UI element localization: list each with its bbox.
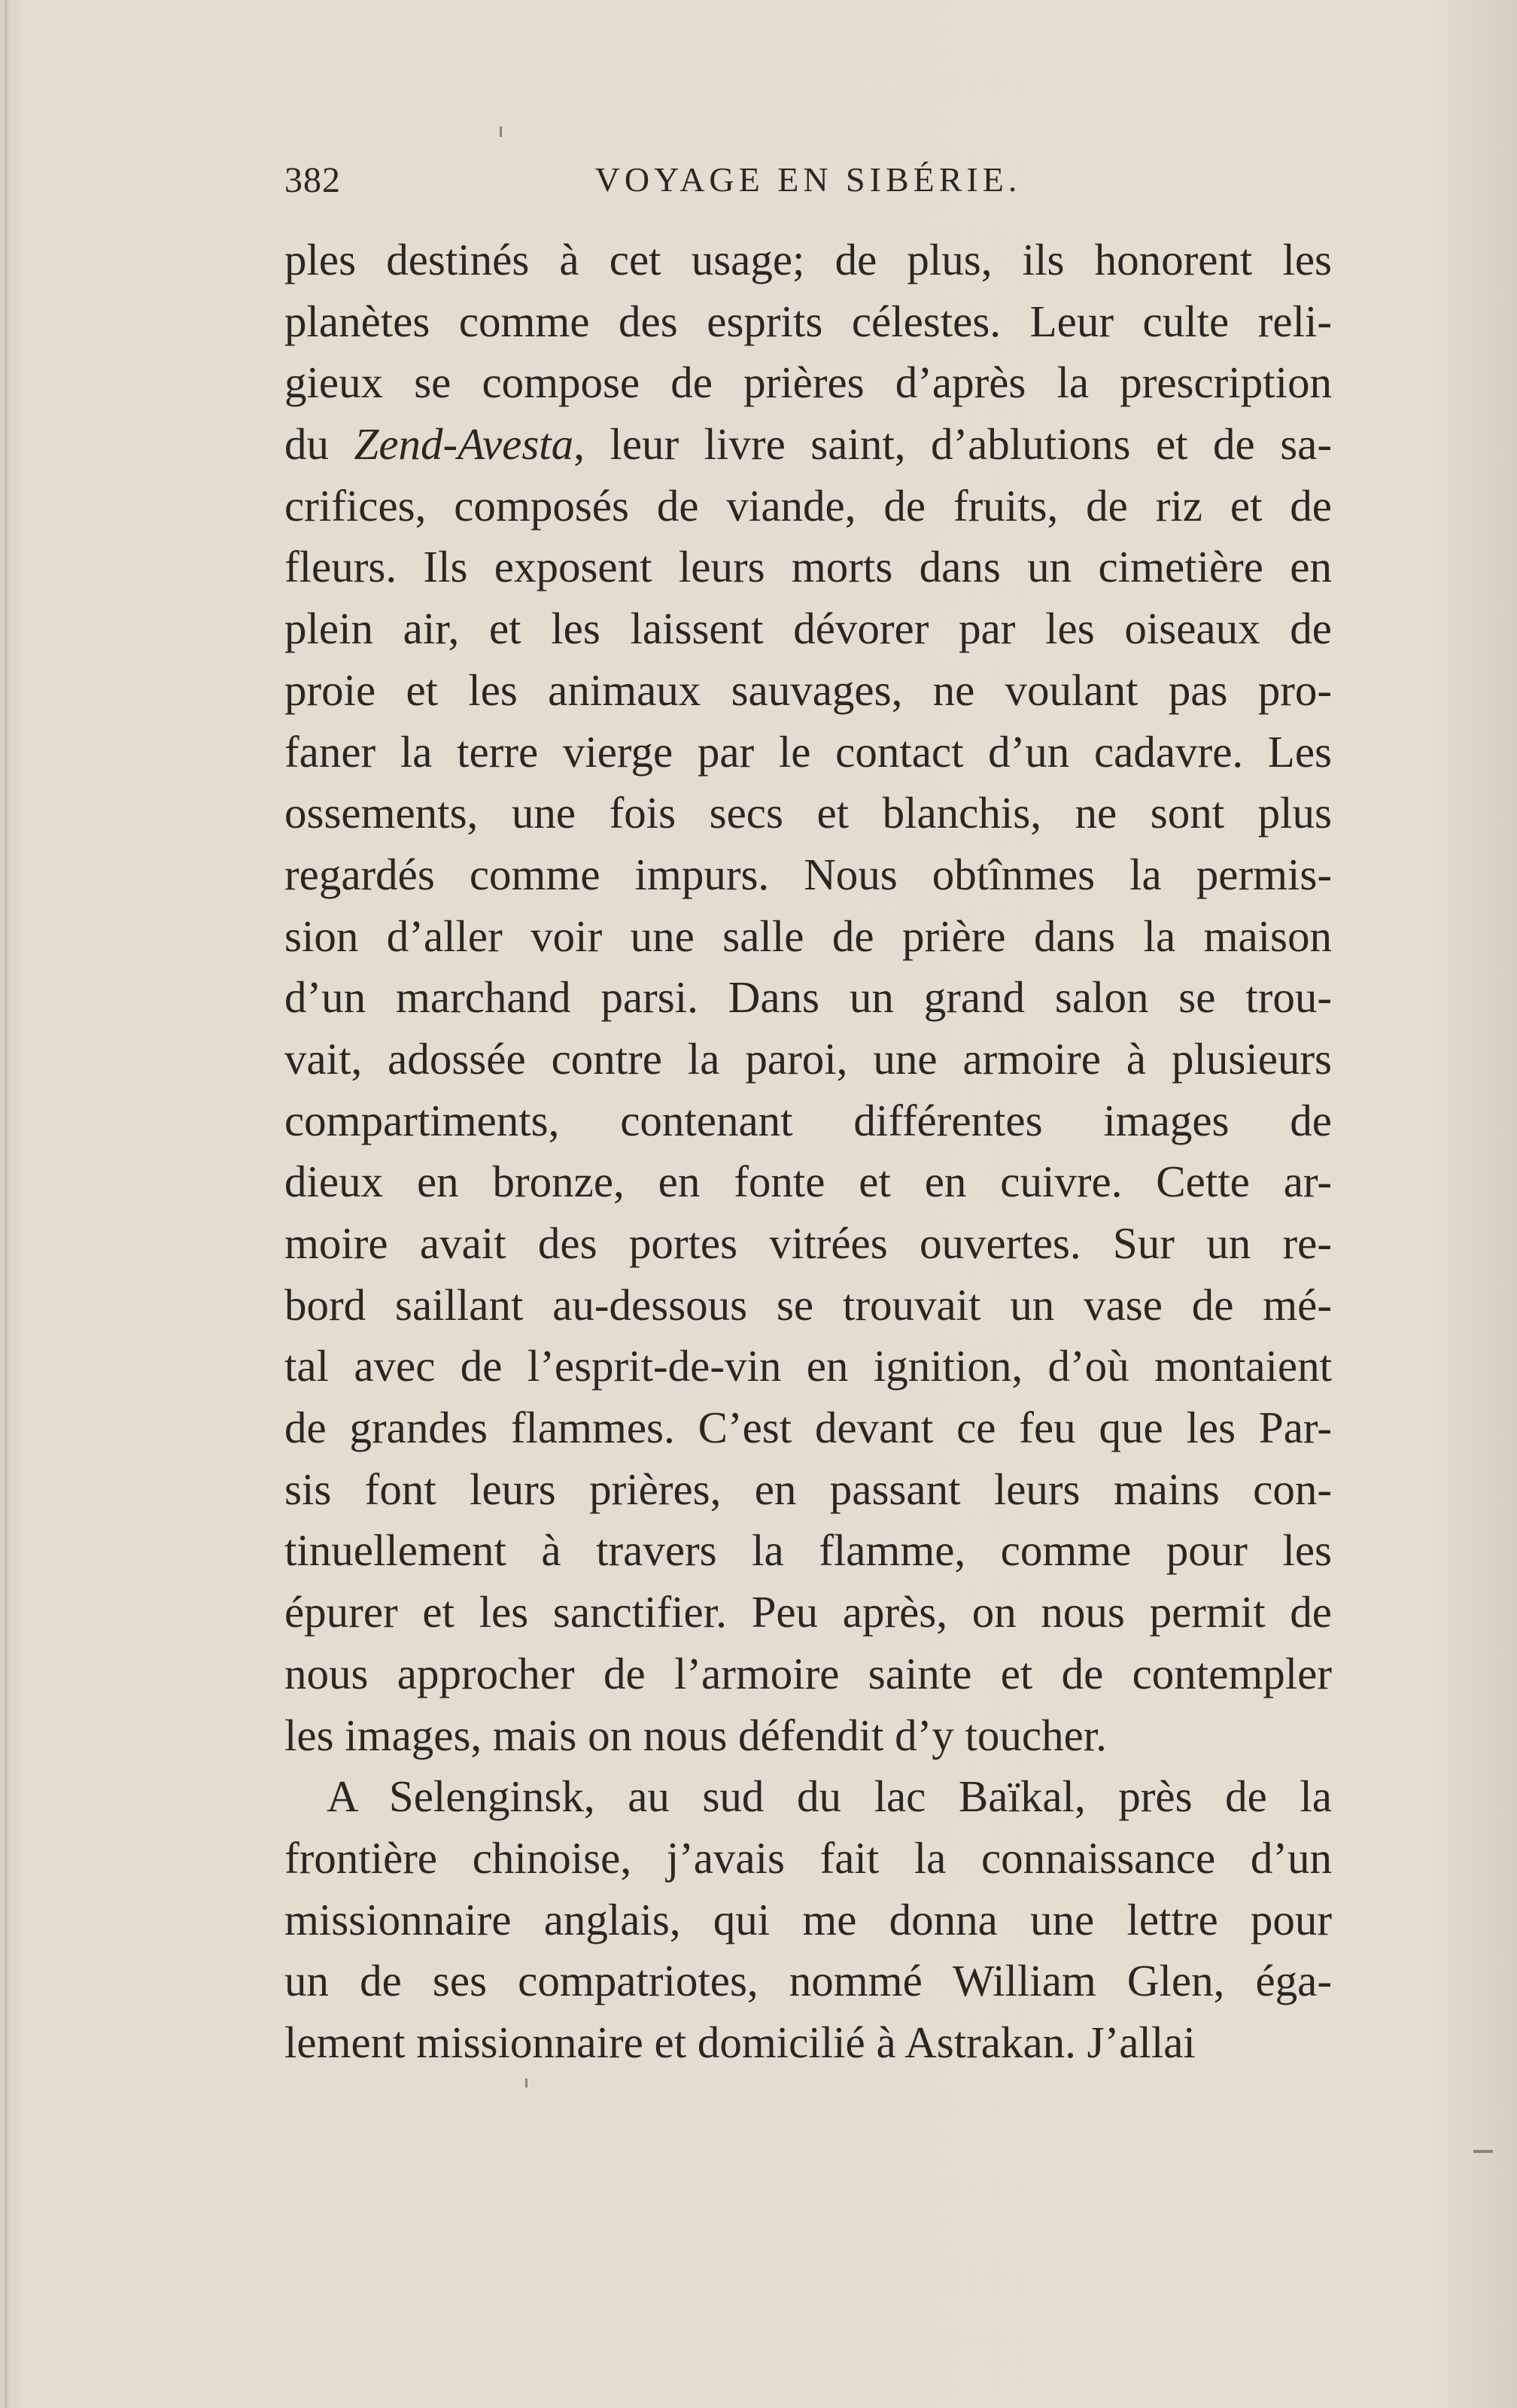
text-line: moire avait des portes vitrées ouvertes. Sur un re- [284,1218,1332,1268]
page-header [284,160,1332,212]
margin-mark [1473,2150,1493,2153]
print-speck [500,126,502,137]
running-title: VOYAGE EN SIBÉRIE. [594,160,1022,199]
text-line: ples destinés à cet usage; de plus, ils honorent les [284,235,1332,284]
text-line: dieux en bronze, en fonte et en cuivre. Cette ar- [284,1157,1332,1207]
text-line: A Selenginsk, au sud du lac Baïkal, près de la [327,1771,1332,1822]
text-line: missionnaire anglais, qui me donna une lettre pour [284,1894,1332,1944]
text-line: épurer et les sanctifier. Peu après, on nous permit de [284,1587,1332,1637]
text-line: sion d’aller voir une salle de prière dans la maison [284,911,1332,961]
text-line [284,414,1332,476]
text-run: du [284,419,354,470]
text-line: sis font leurs prières, en passant leurs mains con- [284,1464,1332,1514]
italic-title: Zend-Avesta [354,419,574,470]
page-number: 382 [284,160,341,200]
text-run: , leur livre saint, d’ablutions et de sa- [573,419,1333,470]
text-line: frontière chinoise, j’avais fait la connaissance d’un [284,1832,1332,1883]
text-line: un de ses compatriotes, nommé William Glen, éga- [284,1956,1332,2006]
text-line: nous approcher de l’armoire sainte et de contempler [284,1648,1332,1698]
text-line: vait, adossée contre la paroi, une armoire à plusieurs [284,1033,1332,1084]
body-text [284,230,1332,2074]
text-line: planètes comme des esprits célestes. Leur culte reli- [284,296,1332,346]
text-line: compartiments, contenant différentes images de [284,1095,1332,1145]
text-line: faner la terre vierge par le contact d’un cadavre. Les [284,726,1332,777]
text-line: lement missionnaire et domicilié à Astrakan. J’allai [284,2017,1196,2067]
text-line: d’un marchand parsi. Dans un grand salon se trou- [284,972,1332,1023]
text-line: plein air, et les laissent dévorer par les oiseaux de [284,604,1332,654]
print-speck [525,2078,527,2087]
text-line: de grandes flammes. C’est devant ce feu que les Par- [284,1403,1332,1453]
text-line: gieux se compose de prières d’après la prescription [284,357,1332,408]
text-line: tal avec de l’esprit-de-vin en ignition, d’où montaient [284,1341,1332,1391]
page-edge-shadow [5,0,9,2408]
text-line: bord saillant au-dessous se trouvait un vase de mé- [284,1279,1332,1330]
text-line: crifices, composés de viande, de fruits, de riz et de [284,480,1332,531]
text-line: ossements, une fois secs et blanchis, ne sont plus [284,788,1332,838]
text-line: fleurs. Ils exposent leurs morts dans un cimetière en [284,542,1332,592]
text-line: proie et les animaux sauvages, ne voulant pas pro- [284,664,1332,715]
text-line: les images, mais on nous défendit d’y toucher. [284,1710,1107,1760]
text-line: tinuellement à travers la flamme, comme pour les [284,1525,1332,1576]
text-line: regardés comme impurs. Nous obtînmes la permis- [284,849,1332,899]
